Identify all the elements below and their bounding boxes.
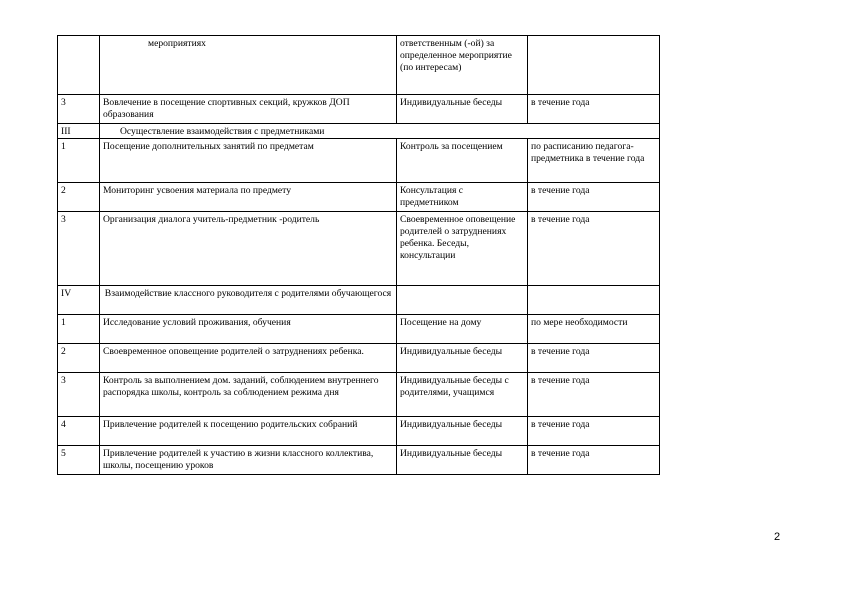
form-cell: Своевременное оповещение родителей о затруднениях ребенка. Беседы, консультации — [397, 212, 528, 286]
term-cell: в течение года — [528, 373, 660, 417]
table-row — [58, 183, 660, 212]
activity-cell: мероприятиях — [100, 36, 397, 95]
activity-cell: Своевременное оповещение родителей о затруднениях ребенка. — [100, 344, 397, 373]
row-number: 2 — [58, 344, 100, 373]
table-row — [58, 315, 660, 344]
activity-cell: Посещение дополнительных занятий по предметам — [100, 139, 397, 183]
activity-cell: Организация диалога учитель-предметник -родитель — [100, 212, 397, 286]
activity-cell: Исследование условий проживания, обучения — [100, 315, 397, 344]
form-cell: Индивидуальные беседы — [397, 417, 528, 446]
row-number: 1 — [58, 139, 100, 183]
section-row — [58, 286, 660, 315]
table-row — [58, 446, 660, 475]
form-cell: Контроль за посещением — [397, 139, 528, 183]
form-cell: Индивидуальные беседы с родителями, учащимся — [397, 373, 528, 417]
activity-cell: Мониторинг усвоения материала по предмету — [100, 183, 397, 212]
term-cell: в течение года — [528, 212, 660, 286]
table-row — [58, 95, 660, 124]
table-row — [58, 373, 660, 417]
table-row — [58, 344, 660, 373]
term-cell: в течение года — [528, 417, 660, 446]
form-cell: Индивидуальные беседы — [397, 344, 528, 373]
row-number: 3 — [58, 95, 100, 124]
term-cell — [528, 36, 660, 95]
empty-cell — [528, 286, 660, 315]
term-cell: в течение года — [528, 183, 660, 212]
activity-cell: Привлечение родителей к участию в жизни классного коллектива, школы, посещению уроков — [100, 446, 397, 475]
row-number: 5 — [58, 446, 100, 475]
section-number: III — [58, 124, 100, 139]
row-number: 2 — [58, 183, 100, 212]
row-number: 3 — [58, 373, 100, 417]
empty-cell — [397, 286, 528, 315]
row-number: 4 — [58, 417, 100, 446]
table-row — [58, 139, 660, 183]
term-cell: в течение года — [528, 344, 660, 373]
page-number: 2 — [774, 531, 781, 543]
row-number — [58, 36, 100, 95]
term-cell: в течение года — [528, 95, 660, 124]
form-cell: ответственным (-ой) за определенное мероприятие (по интересам) — [397, 36, 528, 95]
section-title: Осуществление взаимодействия с предметниками — [100, 124, 660, 139]
form-cell: Посещение на дому — [397, 315, 528, 344]
activity-cell: Контроль за выполнением дом. заданий, соблюдением внутреннего распорядка школы, контроль за соблюдением режима дня — [100, 373, 397, 417]
table-row — [58, 36, 660, 95]
activity-cell: Привлечение родителей к посещению родительских собраний — [100, 417, 397, 446]
form-cell: Индивидуальные беседы — [397, 446, 528, 475]
section-number: IV — [58, 286, 100, 315]
section-row — [58, 124, 660, 139]
table-row — [58, 417, 660, 446]
section-title: Взаимодействие классного руководителя с родителями обучающегося — [100, 286, 397, 315]
activity-cell: Вовлечение в посещение спортивных секций, кружков ДОП образования — [100, 95, 397, 124]
table-row — [58, 212, 660, 286]
term-cell: по расписанию педагога-предметника в течение года — [528, 139, 660, 183]
term-cell: по мере необходимости — [528, 315, 660, 344]
row-number: 3 — [58, 212, 100, 286]
row-number: 1 — [58, 315, 100, 344]
work-plan-table — [57, 35, 660, 475]
form-cell: Индивидуальные беседы — [397, 95, 528, 124]
form-cell: Консультация с предметником — [397, 183, 528, 212]
term-cell: в течение года — [528, 446, 660, 475]
